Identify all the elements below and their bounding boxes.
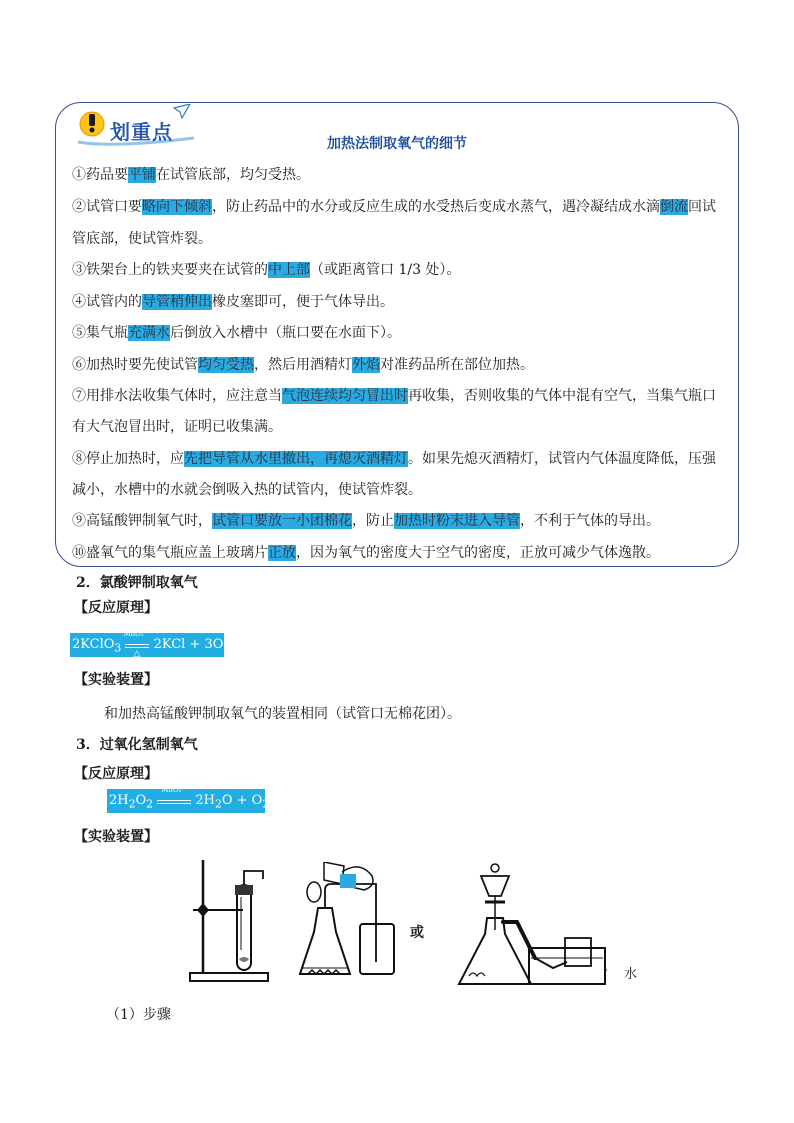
key-point-line: [72, 543, 660, 563]
highlighted-text: 导管稍伸出: [142, 294, 212, 310]
key-point-text: ②试管口要: [72, 199, 142, 215]
paper-plane-icon: [174, 104, 190, 118]
formula-condition: [157, 786, 191, 804]
key-point-text: ，不利于气体的导出。: [520, 513, 660, 529]
key-point-text: 再收集，否则收集的气体中混有空气，当集气瓶口: [408, 388, 716, 404]
formula-sub: 2: [223, 641, 231, 655]
formula-sub: 2: [146, 797, 154, 811]
section3-title: 3．过氧化氢制氧气: [76, 737, 198, 753]
section3-apparatus-label: 【实验装置】: [74, 829, 158, 845]
key-point-text: ，然后用酒精灯: [254, 357, 352, 373]
section3-formula: [107, 786, 281, 813]
key-point-text: 减小，水槽中的水就会倒吸入热的试管内，使试管炸裂。: [72, 482, 422, 498]
key-point-text: ③铁架台上的铁夹要夹在试管的: [72, 262, 268, 278]
key-point-text: 在试管底部，均匀受热。: [156, 167, 310, 183]
formula-reactant-o: O: [135, 793, 147, 808]
key-point-text: 橡皮塞即可，便于气体导出。: [212, 294, 394, 310]
highlighted-text: 正放: [268, 545, 296, 561]
highlighted-text: 充满水: [128, 325, 170, 341]
highlighted-text: 先把导管从水里撤出，再熄灭酒精灯: [184, 451, 408, 467]
key-point-text: ，防止: [352, 513, 394, 529]
key-point-text: ④试管内的: [72, 294, 142, 310]
formula-heat: △: [133, 649, 141, 659]
section2-apparatus-label: 【实验装置】: [74, 672, 158, 688]
key-point-text: 有大气泡冒出时，证明已收集满。: [72, 419, 282, 435]
section2-principle-label: 【反应原理】: [74, 600, 158, 616]
badge-label: 划重点: [110, 120, 173, 144]
apparatus-figure-funnel-collection: [457, 858, 607, 988]
formula-reactant: 2KClO: [72, 637, 115, 652]
key-point-line: [72, 511, 660, 531]
key-point-text: 管底部，使试管炸裂。: [72, 231, 212, 247]
key-point-text: （或距离管口 1/3 处）。: [310, 262, 461, 278]
section2-apparatus-text: 和加热高锰酸钾制取氧气的装置相同（试管口无棉花团）。: [104, 706, 461, 722]
highlighted-text: 中上部: [268, 262, 310, 278]
key-point-text: 回试: [688, 199, 716, 215]
or-text: 或: [410, 925, 424, 941]
key-point-line: [72, 197, 716, 217]
highlighted-text: 平铺: [128, 167, 156, 183]
key-point-text: ，因为氧气的密度大于空气的密度，正放可减少气体逸散。: [296, 545, 660, 561]
apparatus-figure-test-tube: [185, 855, 275, 985]
key-point-text: ⑥加热时要先使试管: [72, 357, 198, 373]
apparatus-figure-flask-pour: [298, 862, 408, 982]
key-point-line: [72, 480, 422, 500]
key-point-text: 对准药品所在部位加热。: [380, 357, 534, 373]
section2-title: 2．氯酸钾制取氧气: [76, 575, 198, 591]
key-point-line: [72, 292, 394, 312]
key-point-line: [72, 260, 460, 280]
key-point-line: [72, 165, 310, 185]
formula-sub: 2: [262, 797, 270, 811]
formula-product: 2KCl + 3O: [153, 637, 224, 652]
formula-product: 2H: [195, 793, 215, 808]
key-point-line: [72, 323, 401, 343]
water-label: 水: [624, 967, 638, 982]
formula-reactant: 2H: [109, 793, 129, 808]
key-point-text: 。如果先熄灭酒精灯，试管内气体温度降低，压强: [408, 451, 716, 467]
steps-label: （1）步骤: [106, 1007, 171, 1023]
formula-condition: [123, 630, 149, 659]
highlighted-text: 均匀受热: [198, 357, 254, 373]
highlighted-text: 外焰: [352, 357, 380, 373]
key-box-title: 加热法制取氧气的细节: [327, 136, 467, 152]
gas-arrow: ↑: [230, 637, 242, 652]
key-point-text: ⑦用排水法收集气体时，应注意当: [72, 388, 282, 404]
highlighted-text: 加热时粉末进入导管: [394, 513, 520, 529]
highlighted-text: 试管口要放一小团棉花: [212, 513, 352, 529]
section3-principle-label: 【反应原理】: [74, 766, 158, 782]
formula-sub: 2: [214, 797, 222, 811]
highlighted-text: 略向下倾斜: [142, 199, 212, 215]
key-point-text: ⑧停止加热时，应: [72, 451, 184, 467]
key-point-line: [72, 449, 716, 469]
gas-arrow: ↑: [269, 793, 281, 808]
formula-product-mid: O + O: [221, 793, 263, 808]
formula-catalyst: MnO₂: [161, 786, 182, 794]
key-point-line: [72, 417, 282, 437]
formula-sub: 2: [128, 797, 136, 811]
key-point-text: ⑨高锰酸钾制氧气时，: [72, 513, 212, 529]
formula-catalyst: MnO₂: [123, 630, 144, 638]
highlighted-text: 倒流: [660, 199, 688, 215]
key-point-text: ，防止药品中的水分或反应生成的水受热后变成水蒸气，遇冷凝结成水滴: [212, 199, 660, 215]
key-point-line: [72, 229, 212, 249]
section2-formula: [70, 630, 242, 659]
key-point-text: ⑤集气瓶: [72, 325, 128, 341]
key-point-line: [72, 386, 716, 406]
highlighted-text: 气泡连续均匀冒出时: [282, 388, 408, 404]
formula-sub: 3: [114, 641, 122, 655]
key-point-line: [72, 355, 534, 375]
key-point-text: ⑩盛氧气的集气瓶应盖上玻璃片: [72, 545, 268, 561]
key-point-text: 后倒放入水槽中（瓶口要在水面下）。: [170, 325, 401, 341]
key-point-text: ①药品要: [72, 167, 128, 183]
